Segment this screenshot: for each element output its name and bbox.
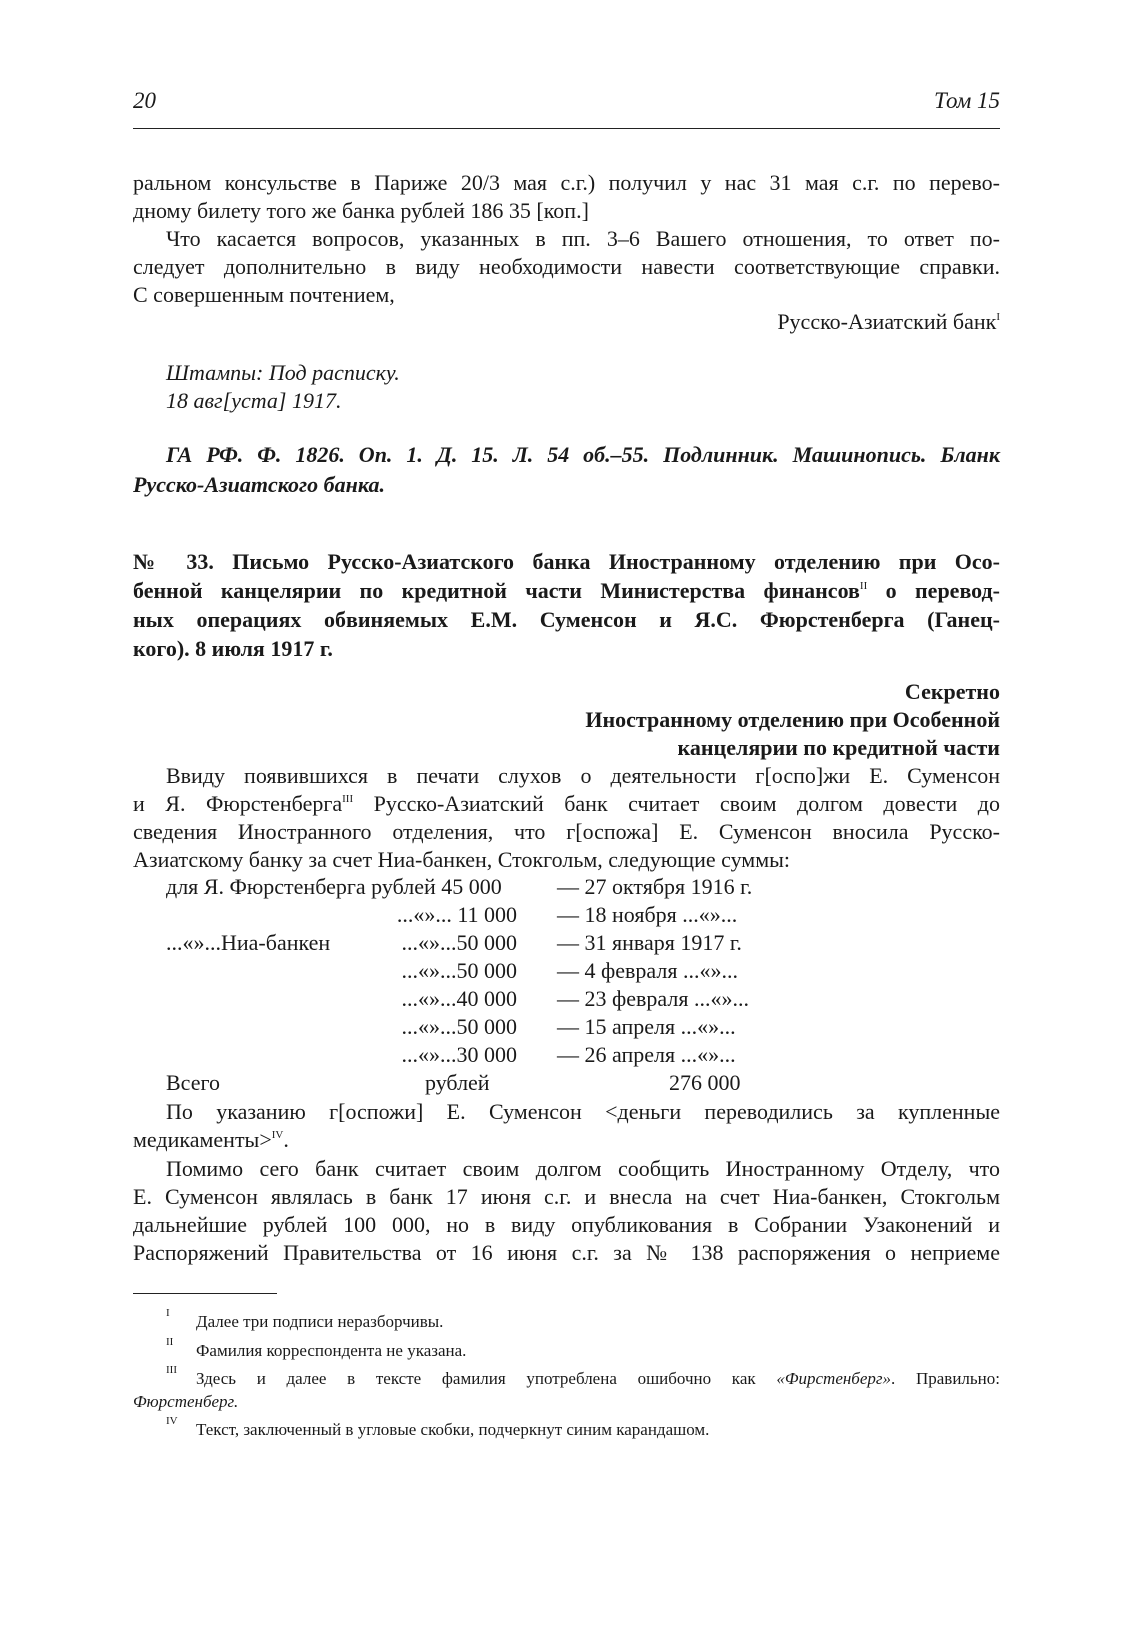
text-line: сведения Иностранного отделения, что г[оспожа] Е. Суменсон вносила Русско-	[133, 819, 1000, 844]
footnote: Далее три подписи неразборчивы.	[196, 1312, 444, 1331]
footnote-continuation: Фюрстенберг.	[133, 1392, 239, 1411]
row-amount: ...«»... 11 000	[396, 902, 517, 927]
text-line: Е. Суменсон являлась в банк 17 июня с.г. и внесла на счет Ниа-банкен, Стокгольм	[133, 1184, 1000, 1209]
text-line: ральном консульстве в Париже 20/3 мая с.г.) получил у нас 31 мая с.г. по перево-	[133, 170, 1000, 195]
footnote-mark: IV	[166, 1415, 178, 1427]
title-part: о перевод-	[867, 578, 1000, 603]
stamps-line: Штампы: Под расписку.	[166, 360, 400, 385]
footnote-ref: III	[342, 793, 354, 805]
text-part: медикаменты>	[133, 1127, 272, 1152]
text-line: дальнейшие рублей 100 000, но в виду опубликования в Собрании Узаконений и	[133, 1212, 1000, 1237]
total-label: Всего	[166, 1070, 220, 1095]
text-line: С совершенным почтением,	[133, 282, 395, 307]
document-title	[133, 577, 1000, 605]
document-title: кого). 8 июля 1917 г.	[133, 636, 333, 661]
footnote-text: «Фирстенберг»	[776, 1369, 892, 1388]
text-line: дному билету того же банка рублей 186 35 [коп.]	[133, 198, 589, 223]
text-line	[133, 1126, 1000, 1154]
footnote-mark: II	[166, 1336, 174, 1348]
footnote-ref: I	[996, 311, 1000, 323]
stamps-line: 18 авг[уста] 1917.	[166, 388, 342, 413]
archive-source: ГА РФ. Ф. 1826. Оп. 1. Д. 15. Л. 54 об.–55. Подлинник. Машинопись. Бланк	[166, 442, 1000, 467]
row-amount: ...«»...50 000	[401, 958, 517, 983]
footnote-ref: IV	[271, 1129, 284, 1141]
page-number: 20	[133, 88, 156, 113]
row-date: — 26 апреля ...«»...	[557, 1042, 736, 1067]
archive-source: Русско-Азиатского банка.	[133, 472, 385, 497]
footnote-ref: II	[859, 580, 868, 592]
signature	[133, 308, 1000, 336]
addressee: Иностранному отделению при Особенной	[585, 707, 1000, 732]
row-amount: ...«»...50 000	[401, 1014, 517, 1039]
volume-label: Том 15	[933, 88, 1000, 113]
footnote-rule	[133, 1293, 277, 1294]
row-date: — 15 апреля ...«»...	[557, 1014, 736, 1039]
document-title: № 33. Письмо Русско-Азиатского банка Иностранному отделению при Осо-	[133, 549, 1000, 574]
text-part: .	[283, 1127, 289, 1152]
footnote: Фамилия корреспондента не указана.	[196, 1341, 467, 1360]
row-date: — 27 октября 1916 г.	[557, 874, 753, 899]
text-line: следует дополнительно в виду необходимости навести соответствующие справки.	[133, 254, 1000, 279]
text-line: Что касается вопросов, указанных в пп. 3–6 Вашего отношения, то ответ по-	[166, 226, 1000, 251]
addressee: канцелярии по кредитной части	[677, 735, 1000, 760]
header-rule	[133, 128, 1000, 129]
text-line: По указанию г[оспожи] Е. Суменсон <деньги переводились за купленные	[166, 1099, 1000, 1124]
text-part: Русско-Азиатский банк считает своим долгом довести до	[353, 791, 1000, 816]
row-date: — 4 февраля ...«»...	[557, 958, 738, 983]
footnote: Текст, заключенный в угловые скобки, подчеркнут синим карандашом.	[196, 1420, 710, 1439]
text-line: Помимо сего банк считает своим долгом сообщить Иностранному Отделу, что	[166, 1156, 1000, 1181]
text-line	[133, 790, 1000, 818]
footnote-text: . Правильно:	[891, 1369, 1000, 1388]
signature-text: Русско-Азиатский банк	[777, 309, 997, 334]
row-amount: ...«»...30 000	[401, 1042, 517, 1067]
footnote-mark: I	[166, 1307, 170, 1319]
secrecy-mark: Секретно	[904, 679, 1000, 704]
document-title: ных операциях обвиняемых Е.М. Суменсон и Я.С. Фюрстенберга (Ганец-	[133, 607, 1000, 632]
footnote-text: Здесь и далее в тексте фамилия употреблена ошибочно как	[196, 1369, 777, 1388]
row-date: — 23 февраля ...«»...	[557, 986, 749, 1011]
row-label: для Я. Фюрстенберга рублей 45 000	[166, 874, 502, 899]
total-value: 276 000	[669, 1070, 741, 1095]
title-part: бенной канцелярии по кредитной части Министерства финансов	[133, 578, 860, 603]
row-label: ...«»...Ниа-банкен	[166, 930, 331, 955]
row-date: — 18 ноября ...«»...	[557, 902, 738, 927]
total-unit: рублей	[425, 1070, 490, 1095]
footnote	[196, 1367, 1000, 1391]
text-line: Распоряжений Правительства от 16 июня с.г. за № 138 распоряжения о неприеме	[133, 1240, 1000, 1265]
text-part: и Я. Фюрстенберга	[133, 791, 343, 816]
row-amount: ...«»...50 000	[401, 930, 517, 955]
row-amount: ...«»...40 000	[401, 986, 517, 1011]
footnote-mark: III	[166, 1364, 177, 1376]
text-line: Ввиду появившихся в печати слухов о деятельности г[оспо]жи Е. Суменсон	[166, 763, 1000, 788]
row-date: — 31 января 1917 г.	[557, 930, 742, 955]
text-line: Азиатскому банку за счет Ниа-банкен, Стокгольм, следующие суммы:	[133, 847, 791, 872]
